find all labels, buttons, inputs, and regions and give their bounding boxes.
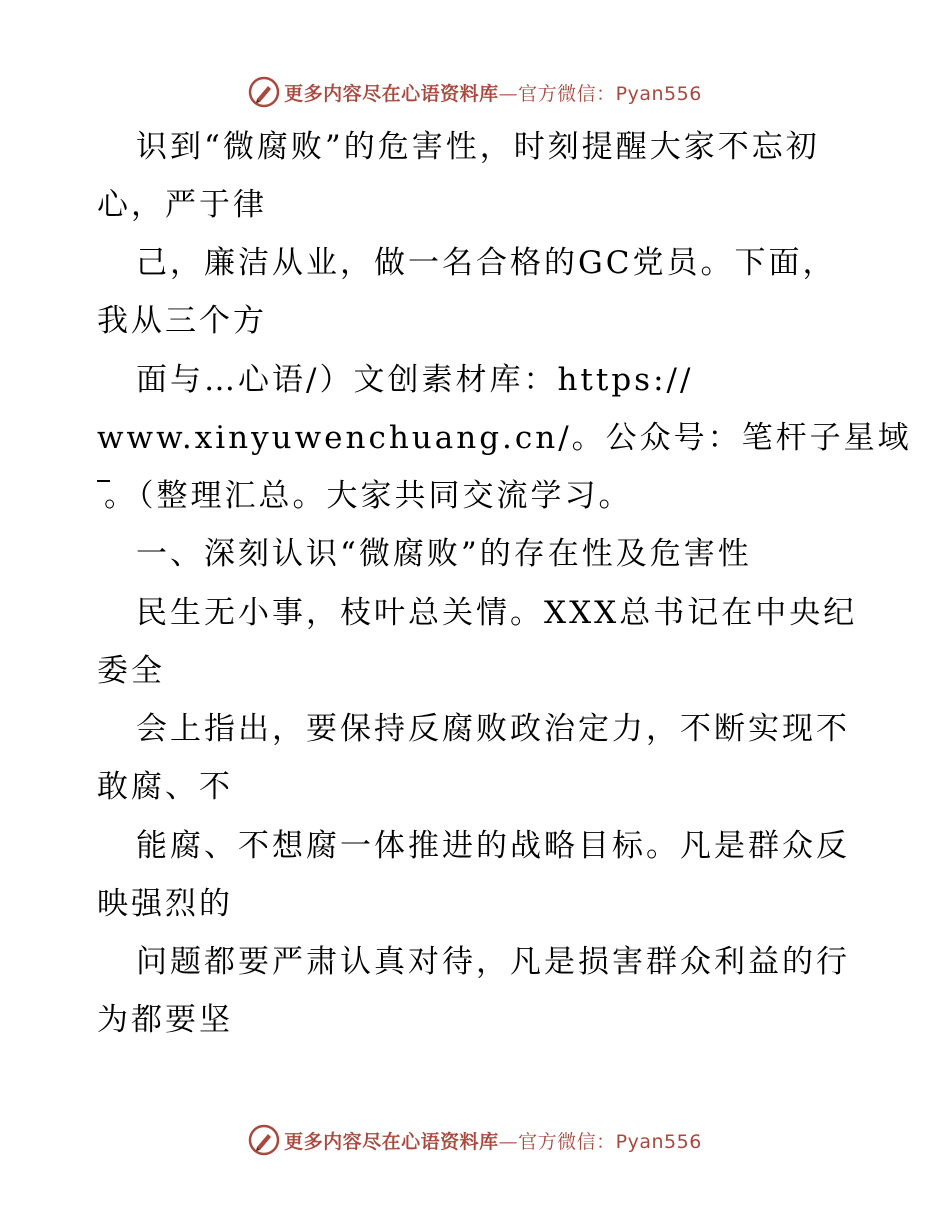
watermark-brand: 更多内容尽在心语资料库	[284, 82, 499, 105]
section-heading: 一、深刻认识“微腐败”的存在性及危害性	[136, 536, 752, 572]
text-line: 会上指出，要保持反腐败政治定力，不断实现不	[136, 711, 850, 747]
text-line: 为都要坚	[97, 1002, 233, 1038]
watermark-wechat: 官方微信：Pyan556	[518, 82, 702, 105]
text-line: 面与…心语/）文创素材库：https://	[136, 362, 694, 398]
text-line: 委全	[97, 653, 165, 689]
watermark-separator: —	[498, 1130, 519, 1153]
text-line: 识到“微腐败”的危害性，时刻提醒大家不忘初	[136, 129, 820, 165]
text-line: 敢腐、不	[97, 769, 233, 805]
footer-watermark	[0, 1120, 950, 1160]
watermark-separator: —	[498, 82, 519, 105]
text-line: www.xinyuwenchuang.cn/。公众号：笔杆子星域	[97, 420, 912, 456]
text-line: 己，廉洁从业，做一名合格的GC党员。下面，	[136, 245, 837, 281]
watermark-wechat: 官方微信：Pyan556	[518, 1130, 702, 1153]
pen-logo-icon	[248, 1124, 280, 1156]
text-line: 。（整理汇总。大家共同交流学习。	[104, 478, 633, 514]
text-line: 民生无小事，枝叶总关情。XXX总书记在中央纪	[136, 595, 858, 631]
text-line: 问题都要严肃认真对待，凡是损害群众利益的行	[136, 944, 850, 980]
text-line: 心，严于律	[97, 187, 267, 223]
text-line: 能腐、不想腐一体推进的战略目标。凡是群众反	[136, 828, 850, 864]
text-line: 我从三个方	[97, 303, 267, 339]
text-line: 映强烈的	[97, 886, 233, 922]
watermark-text	[284, 1127, 702, 1154]
watermark-brand: 更多内容尽在心语资料库	[284, 1130, 499, 1153]
